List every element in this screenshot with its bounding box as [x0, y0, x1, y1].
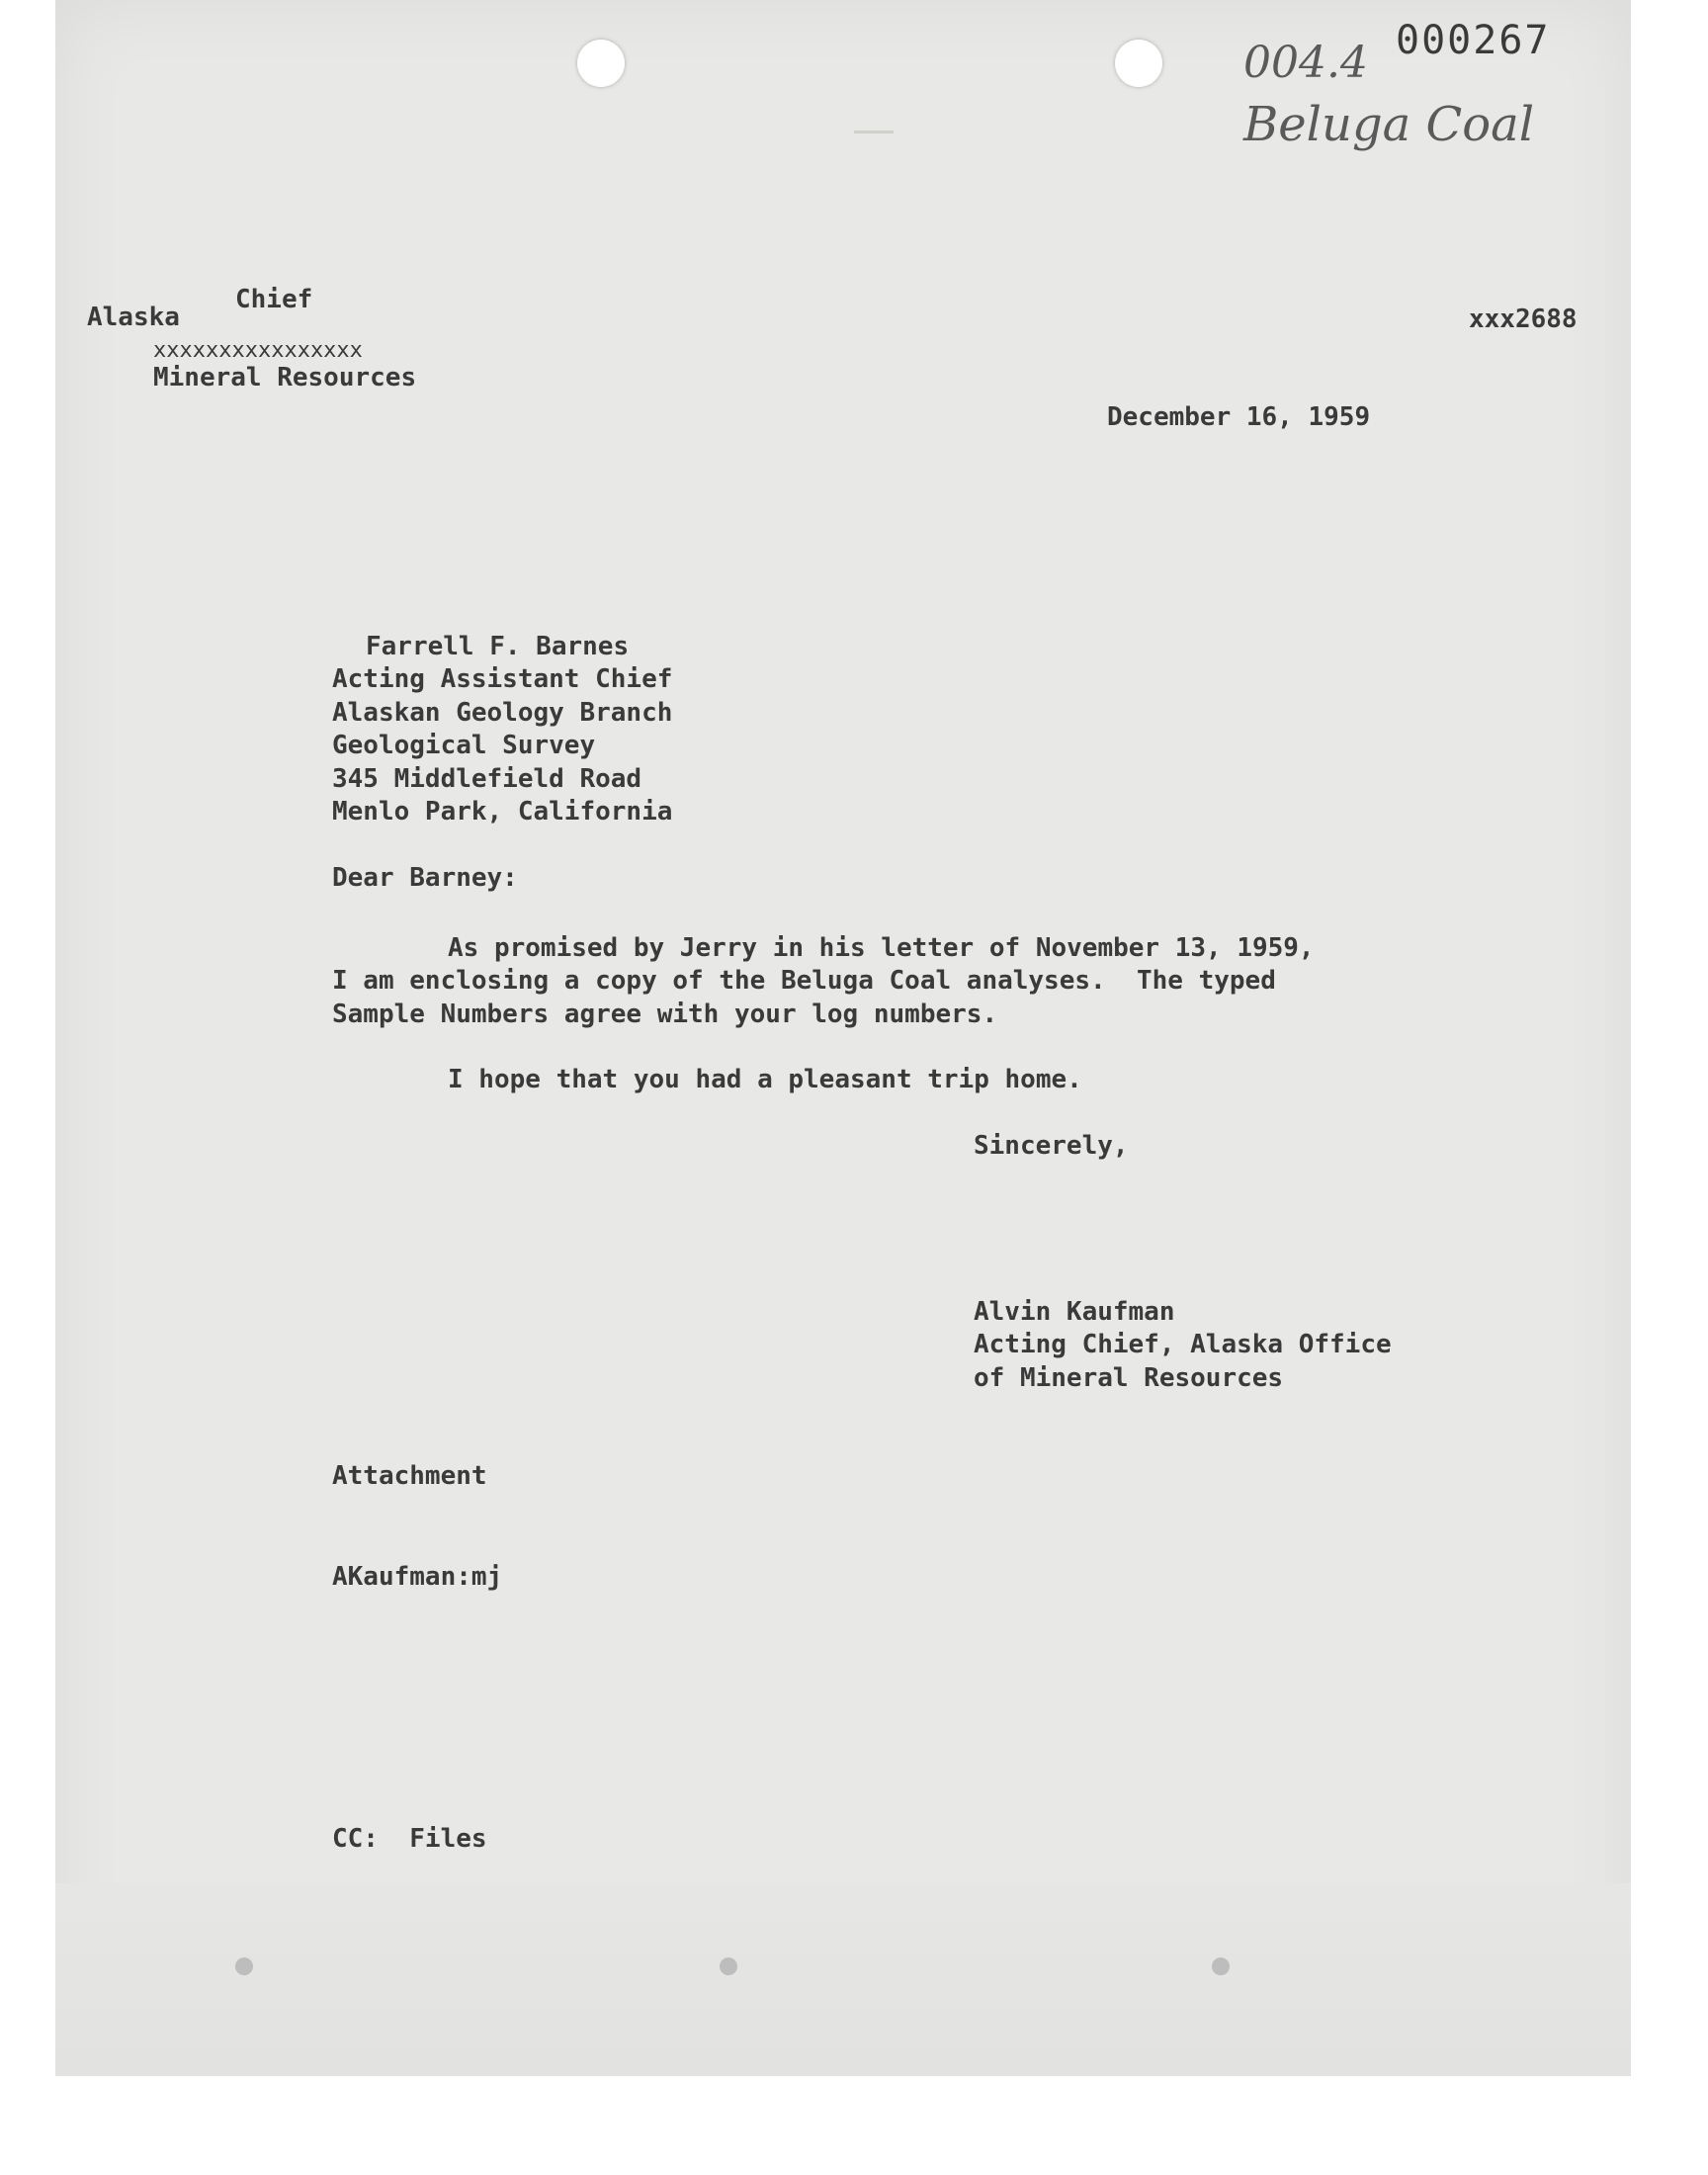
recipient-street: 345 Middlefield Road	[332, 764, 642, 794]
typist-initials: AKaufman:mj	[332, 1562, 503, 1592]
faint-mark	[854, 130, 894, 133]
cc-notation: CC: Files	[332, 1824, 487, 1854]
file-code-handwritten: 004.4	[1243, 38, 1368, 88]
header-title: Chief	[235, 285, 313, 314]
punch-mark	[235, 1958, 253, 1975]
punch-mark	[1212, 1958, 1230, 1975]
header-office: Alaska	[87, 303, 180, 332]
recipient-name: Farrell F. Barnes	[366, 632, 630, 661]
closing: Sincerely,	[974, 1131, 1129, 1161]
reference-number: xxx2688	[1469, 304, 1578, 334]
signature-title-line-1: Acting Chief, Alaska Office	[974, 1330, 1392, 1359]
body-paragraph-1-line-1: As promised by Jerry in his letter of November 13, 1959,	[448, 933, 1315, 963]
punch-mark	[720, 1958, 737, 1975]
header-division: Mineral Resources	[153, 363, 417, 392]
signature-title-line-2: of Mineral Resources	[974, 1363, 1284, 1393]
recipient-branch: Alaskan Geology Branch	[332, 698, 673, 728]
recipient-title: Acting Assistant Chief	[332, 664, 673, 694]
recipient-city: Menlo Park, California	[332, 797, 673, 826]
body-paragraph-1-line-2: I am enclosing a copy of the Beluga Coal analyses. The typed	[332, 966, 1276, 996]
subject-handwritten: Beluga Coal	[1243, 97, 1535, 152]
recipient-agency: Geological Survey	[332, 731, 596, 760]
page-bottom-band	[55, 1883, 1631, 2076]
punch-hole	[577, 40, 625, 87]
header-struck-line: xxxxxxxxxxxxxxxx	[153, 338, 363, 363]
punch-hole	[1115, 40, 1162, 87]
letter-date: December 16, 1959	[1107, 402, 1371, 432]
body-paragraph-1-line-3: Sample Numbers agree with your log numbers.	[332, 1000, 998, 1029]
enclosure-notation: Attachment	[332, 1461, 487, 1491]
document-stamp-number: 000267	[1396, 18, 1551, 63]
salutation: Dear Barney:	[332, 863, 518, 893]
signature-name: Alvin Kaufman	[974, 1297, 1175, 1327]
body-paragraph-2: I hope that you had a pleasant trip home.	[448, 1065, 1082, 1094]
